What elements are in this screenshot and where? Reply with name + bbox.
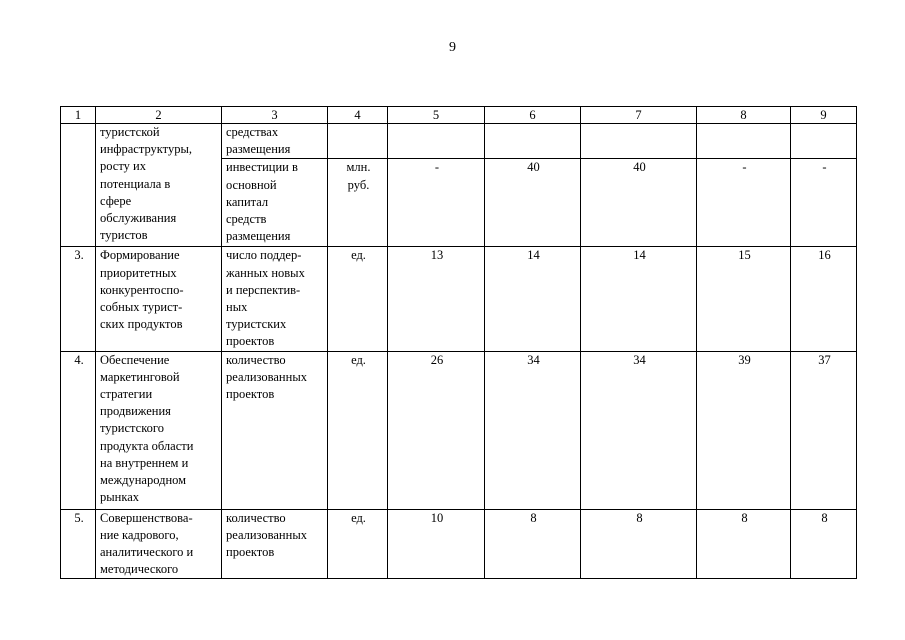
unit-cell: ед. bbox=[328, 351, 388, 509]
header-cell: 7 bbox=[581, 107, 697, 124]
unit-cell bbox=[328, 124, 388, 159]
row-number-cell: 5. bbox=[61, 509, 96, 579]
value-cell: - bbox=[388, 159, 485, 247]
table-header-row bbox=[61, 107, 857, 124]
value-cell: 13 bbox=[388, 247, 485, 351]
value-cell: 8 bbox=[485, 509, 581, 579]
value-cell: 8 bbox=[697, 509, 791, 579]
table-row bbox=[61, 124, 857, 159]
goal-cell: Совершенствова- ние кадрового, аналитического и методического bbox=[96, 509, 222, 579]
value-cell bbox=[697, 124, 791, 159]
value-cell: - bbox=[791, 159, 857, 247]
indicator-cell: число поддер- жанных новых и перспектив- ных туристских проектов bbox=[222, 247, 328, 351]
header-cell: 9 bbox=[791, 107, 857, 124]
goal-cell: Формирование приоритетных конкурентоспо- собных турист- ских продуктов bbox=[96, 247, 222, 351]
table-row bbox=[61, 351, 857, 509]
indicators-table bbox=[60, 106, 857, 579]
header-cell: 1 bbox=[61, 107, 96, 124]
table-row bbox=[61, 247, 857, 351]
value-cell: 15 bbox=[697, 247, 791, 351]
header-cell: 8 bbox=[697, 107, 791, 124]
indicator-cell: количество реализованных проектов bbox=[222, 351, 328, 509]
value-cell: 40 bbox=[485, 159, 581, 247]
header-cell: 3 bbox=[222, 107, 328, 124]
value-cell: 34 bbox=[581, 351, 697, 509]
header-cell: 2 bbox=[96, 107, 222, 124]
header-cell: 5 bbox=[388, 107, 485, 124]
indicator-cell: инвестиции в основной капитал средств размещения bbox=[222, 159, 328, 247]
value-cell: 14 bbox=[485, 247, 581, 351]
goal-cell: Обеспечение маркетинговой стратегии продвижения туристского продукта области на внутреннем и международном рынках bbox=[96, 351, 222, 509]
indicator-cell: средствах размещения bbox=[222, 124, 328, 159]
page-number: 9 bbox=[449, 40, 456, 55]
value-cell bbox=[388, 124, 485, 159]
value-cell: 14 bbox=[581, 247, 697, 351]
unit-cell: ед. bbox=[328, 247, 388, 351]
header-cell: 6 bbox=[485, 107, 581, 124]
value-cell: 26 bbox=[388, 351, 485, 509]
value-cell: 8 bbox=[581, 509, 697, 579]
value-cell: 8 bbox=[791, 509, 857, 579]
value-cell: 37 bbox=[791, 351, 857, 509]
value-cell bbox=[791, 124, 857, 159]
table-row bbox=[61, 509, 857, 579]
unit-cell: ед. bbox=[328, 509, 388, 579]
header-cell: 4 bbox=[328, 107, 388, 124]
value-cell: 40 bbox=[581, 159, 697, 247]
row-number-cell bbox=[61, 124, 96, 247]
indicator-cell: количество реализованных проектов bbox=[222, 509, 328, 579]
value-cell: 10 bbox=[388, 509, 485, 579]
row-number-cell: 3. bbox=[61, 247, 96, 351]
value-cell: 16 bbox=[791, 247, 857, 351]
unit-cell: млн. руб. bbox=[328, 159, 388, 247]
goal-cell: туристской инфраструктуры, росту их потенциала в сфере обслуживания туристов bbox=[96, 124, 222, 247]
value-cell: 39 bbox=[697, 351, 791, 509]
row-number-cell: 4. bbox=[61, 351, 96, 509]
value-cell: - bbox=[697, 159, 791, 247]
value-cell bbox=[581, 124, 697, 159]
value-cell: 34 bbox=[485, 351, 581, 509]
value-cell bbox=[485, 124, 581, 159]
